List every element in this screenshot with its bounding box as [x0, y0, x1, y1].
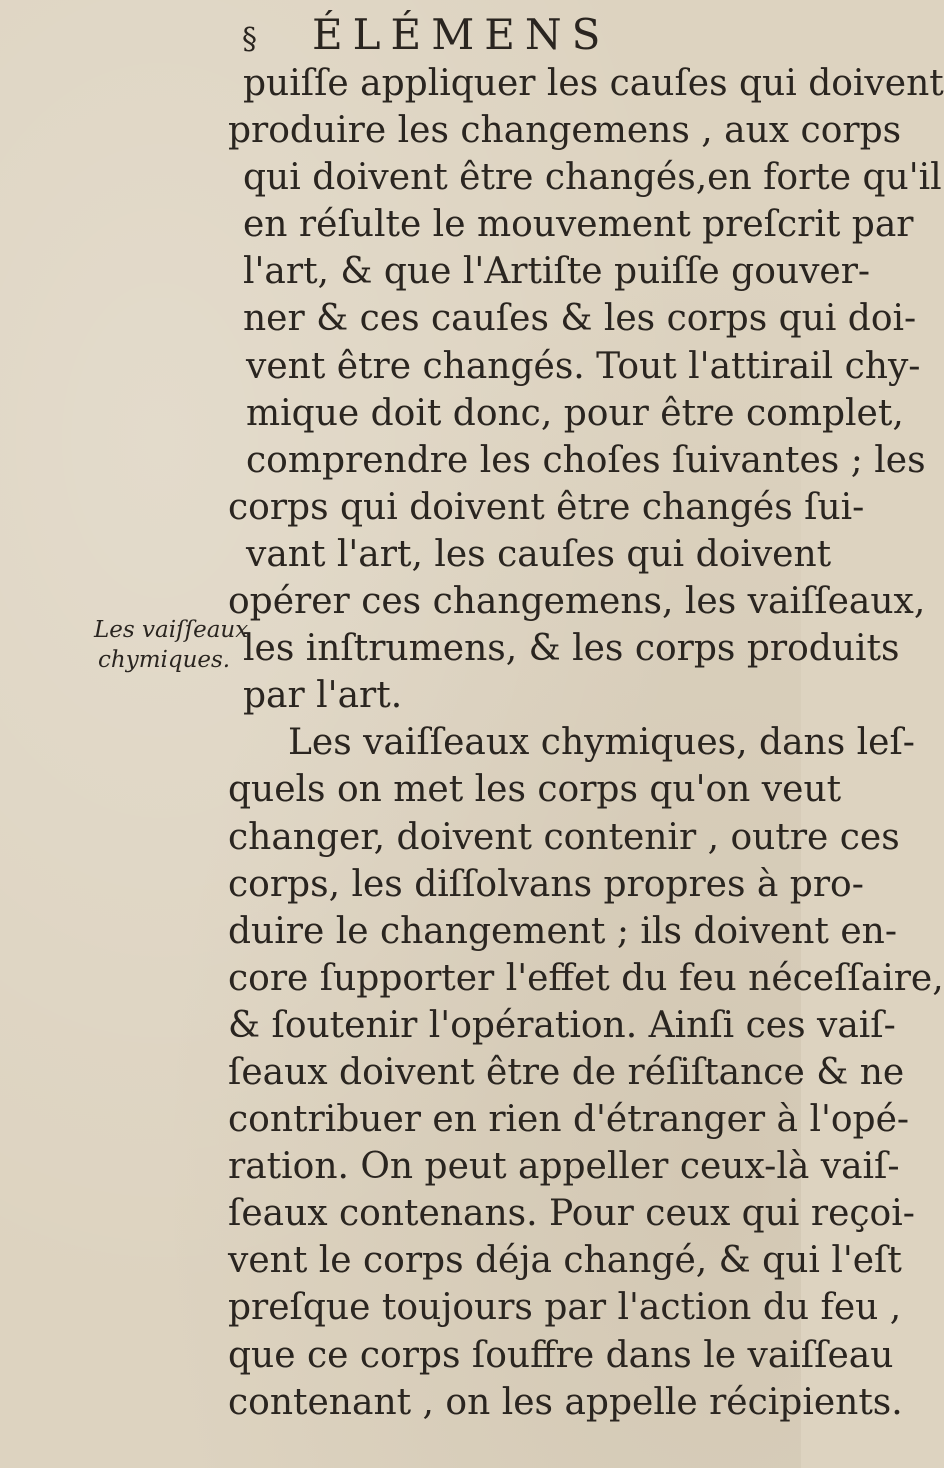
running-title: ÉLÉMENS: [312, 10, 611, 59]
text-line: vent être changés. Tout l'attirail chy-: [246, 345, 921, 387]
margin-note-line-1: Les vaiſſeaux: [94, 617, 249, 643]
text-line: quels on met les corps qu'on veut: [228, 769, 842, 811]
text-line: vent le corps déja changé, & qui l'eſt: [228, 1240, 902, 1282]
text-line: vant l'art, les cauſes qui doivent: [246, 533, 832, 575]
text-line: par l'art.: [243, 675, 403, 717]
text-line: que ce corps ſouffre dans le vaiſſeau: [228, 1334, 894, 1376]
text-line: qui doivent être changés,en forte qu'il: [243, 157, 942, 199]
text-line: duire le changement ; ils doivent en-: [228, 910, 897, 952]
section-sign: §: [242, 22, 257, 57]
text-line: comprendre les choſes ſuivantes ; les: [246, 439, 926, 481]
text-line: en réſulte le mouvement preſcrit par: [243, 204, 914, 246]
text-line: ſeaux doivent être de réſiſtance & ne: [228, 1051, 905, 1093]
text-line: ner & ces cauſes & les corps qui doi-: [243, 298, 917, 340]
margin-note-line-2: chymiques.: [98, 647, 231, 673]
running-header: [242, 10, 802, 64]
text-line: contribuer en rien d'étranger à l'opé-: [228, 1099, 910, 1141]
text-line: changer, doivent contenir , outre ces: [228, 816, 900, 858]
text-line: puiſſe appliquer les cauſes qui doivent: [243, 63, 944, 104]
margin-note: [94, 615, 249, 675]
paragraph-start-line: Les vaiſſeaux chymiques, dans leſ-: [288, 722, 915, 764]
body-text: [228, 60, 944, 1426]
text-line: core ſupporter l'effet du feu néceſſaire,: [228, 957, 944, 999]
text-line: l'art, & que l'Artiſte puiſſe gouver-: [243, 251, 871, 293]
text-line: contenant , on les appelle récipients.: [228, 1381, 903, 1423]
text-line: produire les changemens , aux corps: [228, 110, 902, 152]
text-line: mique doit donc, pour être complet,: [246, 392, 904, 434]
text-line: corps qui doivent être changés ſui-: [228, 486, 865, 528]
text-line: les inſtrumens, & les corps produits: [243, 628, 900, 670]
text-line: ſeaux contenans. Pour ceux qui reçoi-: [228, 1193, 915, 1235]
text-line: corps, les diſſolvans propres à pro-: [228, 863, 864, 905]
text-line: & ſoutenir l'opération. Ainſi ces vaiſ-: [228, 1004, 896, 1046]
text-line: ration. On peut appeller ceux-là vaiſ-: [228, 1146, 900, 1188]
text-line: preſque toujours par l'action du feu ,: [228, 1287, 902, 1329]
text-line: opérer ces changemens, les vaiſſeaux,: [228, 581, 926, 623]
